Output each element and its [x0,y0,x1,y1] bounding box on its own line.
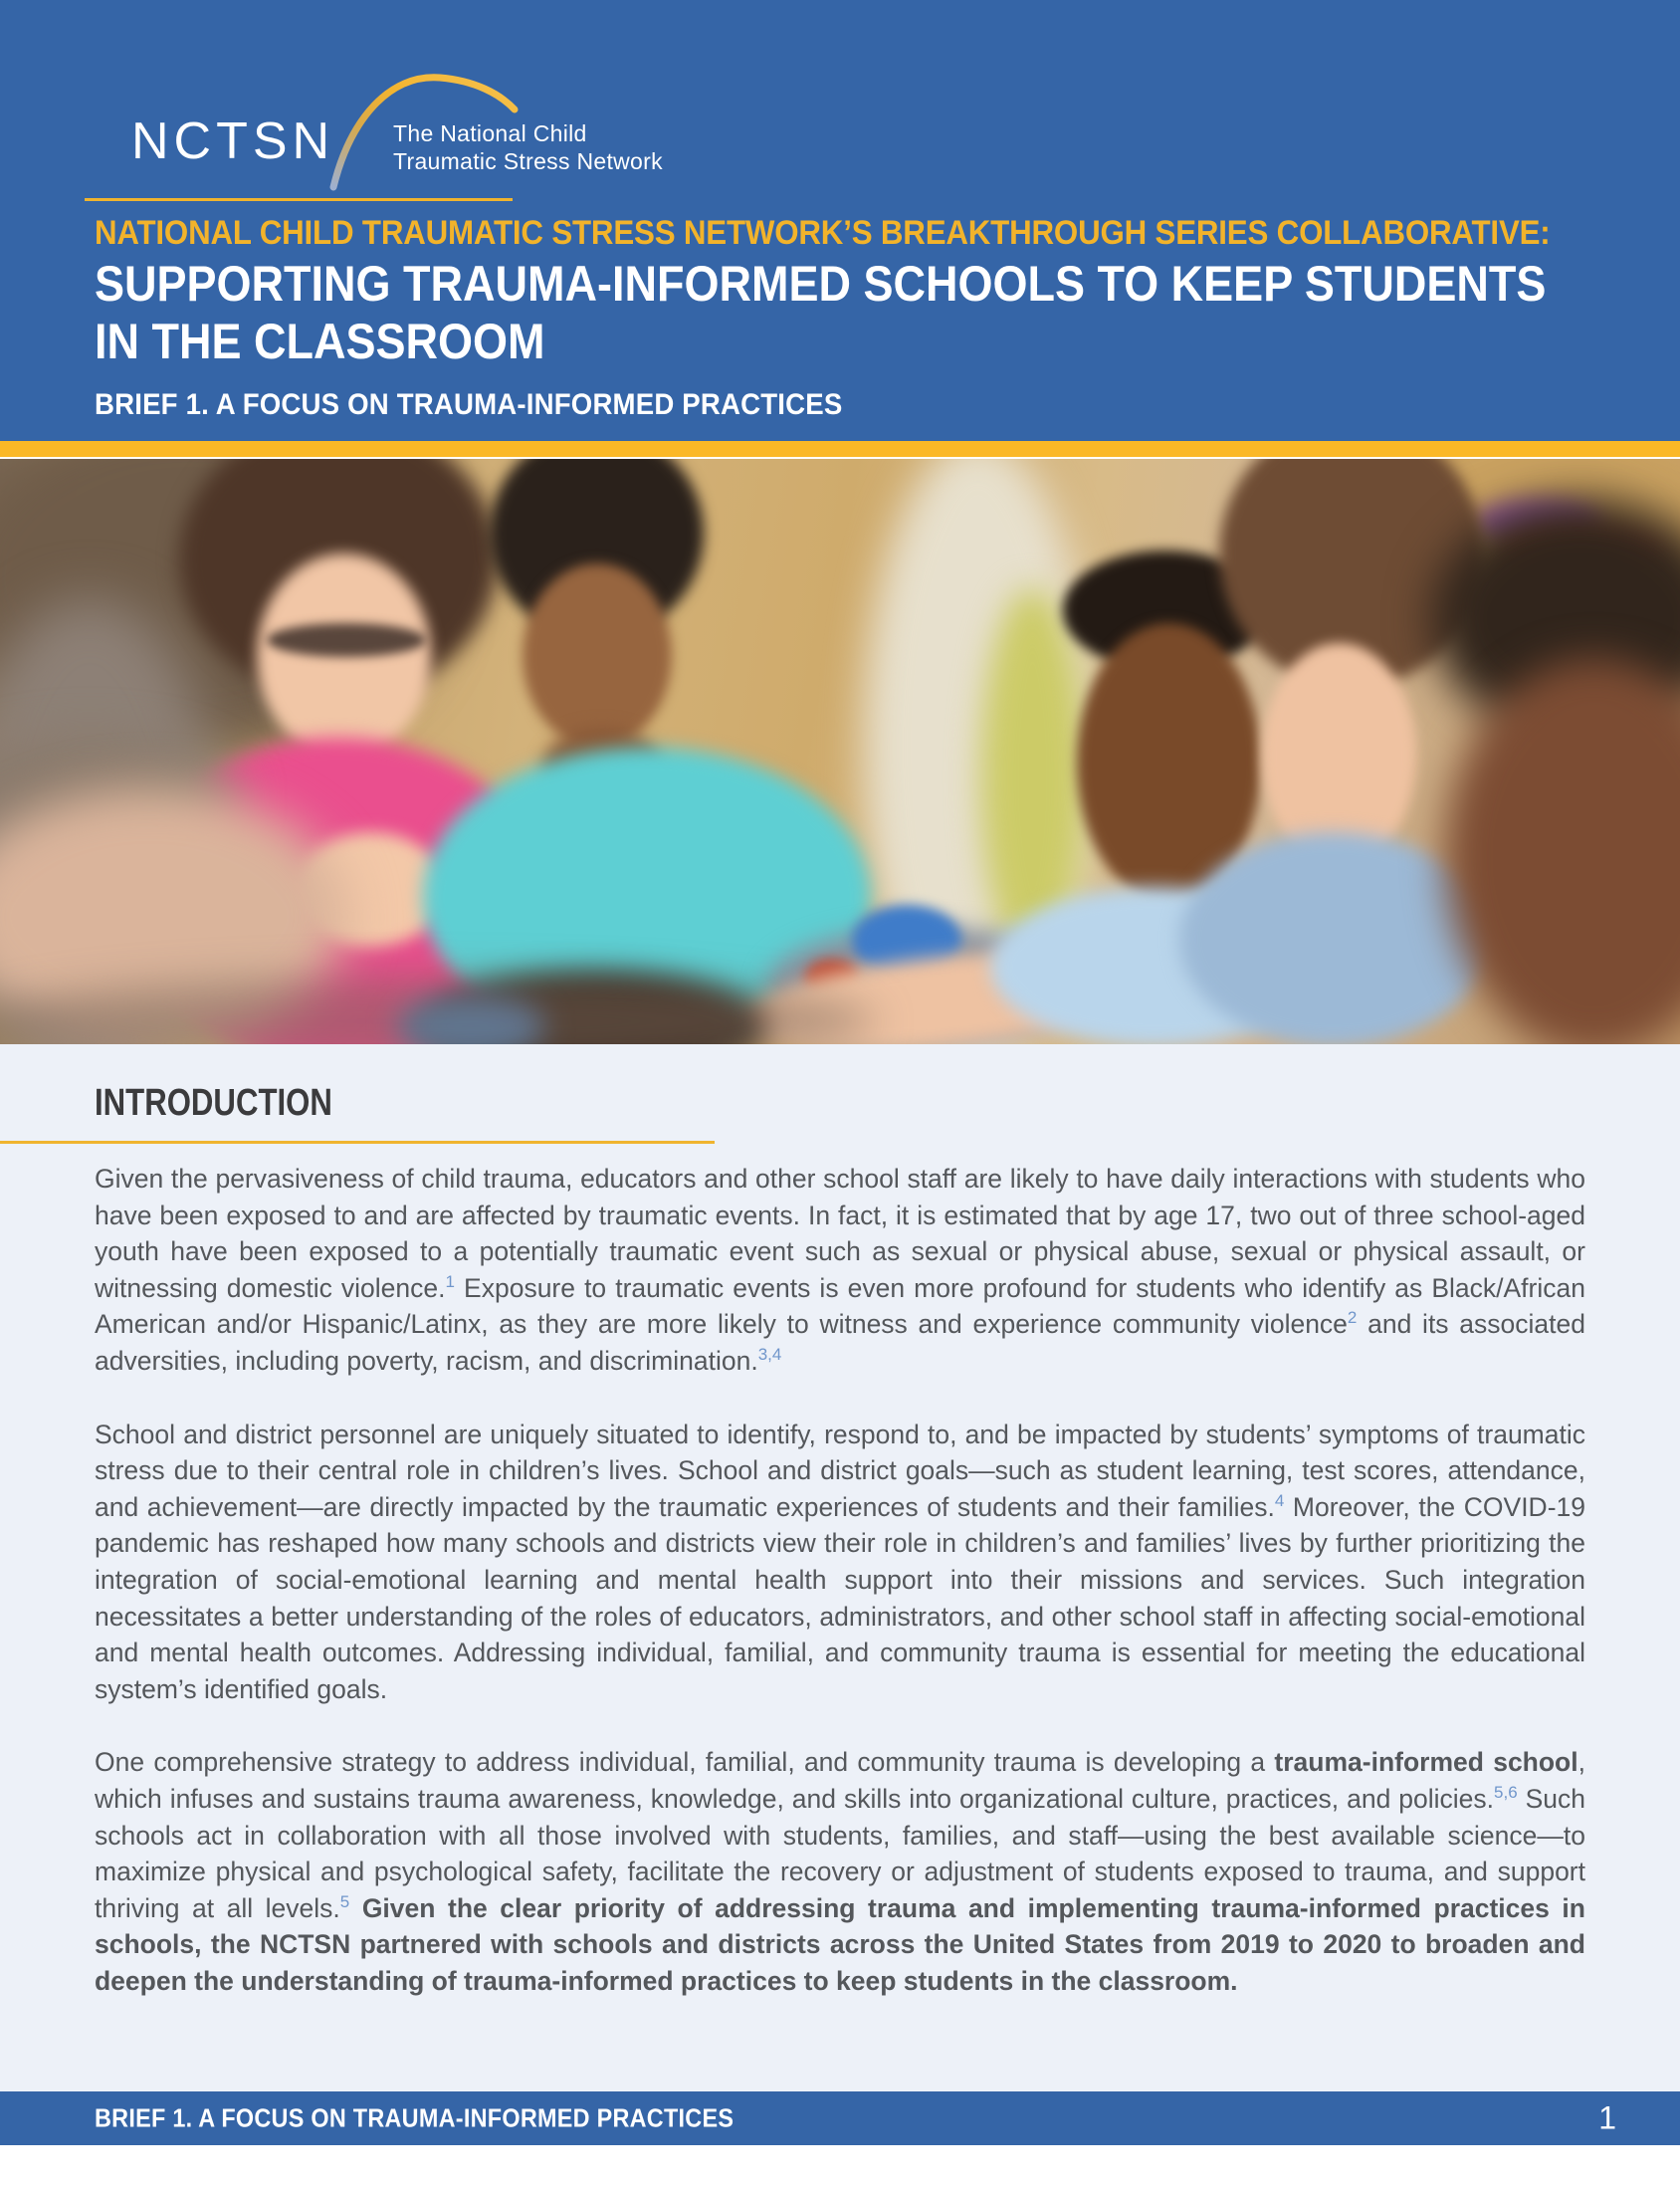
nctsn-logo: NCTSN [131,112,335,170]
text-run: School and district personnel are uniquely situated to identify, respond to, and be impacted by students’ symptoms of traumatic stress due to their central role in children’s lives. School and district goals—such as student learning, test scores, attendance, and achievement—are directly impacted by the traumatic experiences of students and their families. [95,1419,1585,1522]
text-run: , which infuses and sustains trauma awareness, knowledge, and skills into organizational culture, practices, and policies. [95,1747,1585,1814]
series-kicker-text: NATIONAL CHILD TRAUMATIC STRESS NETWORK’S BREAKTHROUGH SERIES COLLABORATIVE: [95,214,1551,252]
body-paragraph [95,1744,1585,1999]
photo-region [523,563,672,748]
brief-subtitle-text: BRIEF 1. A FOCUS ON TRAUMA-INFORMED PRACTICES [95,388,843,421]
photo-region [1179,832,1488,1044]
text-run [349,1893,362,1923]
text-run: Given the pervasiveness of child trauma, educators and other school staff are likely to have daily interactions with students who have been exposed to and are affected by traumatic events. In fact, it is estimated that by age 17, two out of three school-aged youth have been exposed to a potentially traumatic event such as sexual or physical abuse, sexual or physical assault, or witnessing domestic violence. [95,1164,1585,1303]
reference-superscript: 5,6 [1494,1783,1518,1803]
body-paragraph [95,1417,1585,1708]
page-footer [0,2091,1680,2145]
logo-tagline-line1: The National Child [393,120,587,146]
classroom-photo [0,459,1680,1044]
reference-superscript: 5 [339,1891,350,1911]
reference-superscript: 2 [1347,1308,1358,1328]
page-title [95,255,1680,370]
reference-superscript: 3,4 [757,1345,782,1365]
gold-stripe [0,441,1680,457]
section-heading [95,1082,384,1125]
content-area [0,1044,1680,2091]
photo-region [267,623,426,657]
photo-region [1445,658,1680,1044]
logo-divider [85,198,513,201]
masthead [0,0,1680,441]
text-run: Moreover, the COVID-19 pandemic has reshaped how many schools and districts view their role in children’s and families’ lives by further prioritizing the integration of social-emotional learning and mental health support into their missions and services. Such integration necessitates a better understanding of the roles of educators, administrators, and other school staff in affecting social-emotional and mental health outcomes. Addressing individual, familial, and community trauma is essential for meeting the educational system’s identified goals. [95,1491,1585,1704]
logo-tagline-line2: Traumatic Stress Network [393,148,663,174]
text-run: One comprehensive strategy to address individual, familial, and community trauma is developing a [95,1747,1275,1778]
bold-text: Given the clear priority of addressing trauma and implementing trauma-informed practices in schools, the NCTSN partnered with schools and districts across the United States from 2019 to 2020 to broaden and deepen the understanding of trauma-informed practices to keep students in the classroom. [95,1892,1585,1996]
page-number: 1 [1598,2099,1616,2136]
footer-label [95,2103,805,2134]
section-heading-underline [0,1141,715,1144]
reference-superscript: 1 [445,1271,455,1291]
text-run: and its associated adversities, including poverty, racism, and discrimination. [95,1309,1585,1376]
reference-superscript: 4 [1274,1490,1285,1510]
brief-subtitle [95,388,908,422]
series-kicker [95,214,1677,253]
introduction-body [95,1161,1585,2036]
page-title-line1: SUPPORTING TRAUMA-INFORMED SCHOOLS TO KEEP STUDENTS [95,256,1547,312]
bold-text: trauma-informed school [1274,1747,1578,1778]
section-heading-text: INTRODUCTION [95,1082,332,1124]
footer-label-text: BRIEF 1. A FOCUS ON TRAUMA-INFORMED PRACTICES [95,2102,735,2133]
logo-tagline [393,119,663,175]
text-run: Such schools act in collaboration with all those involved with students, families, and staff—using the best available science—to maximize physical and psychological safety, facilitate the recovery or adjustment of students exposed to trauma, and support thriving at all levels. [95,1783,1586,1923]
body-paragraph [95,1161,1585,1380]
text-run: Exposure to traumatic events is even more profound for students who identify as Black/African American and/or Hispanic/Latinx, as they are more likely to witness and experience community violence [95,1272,1585,1340]
page-title-line2: IN THE CLASSROOM [95,314,545,369]
